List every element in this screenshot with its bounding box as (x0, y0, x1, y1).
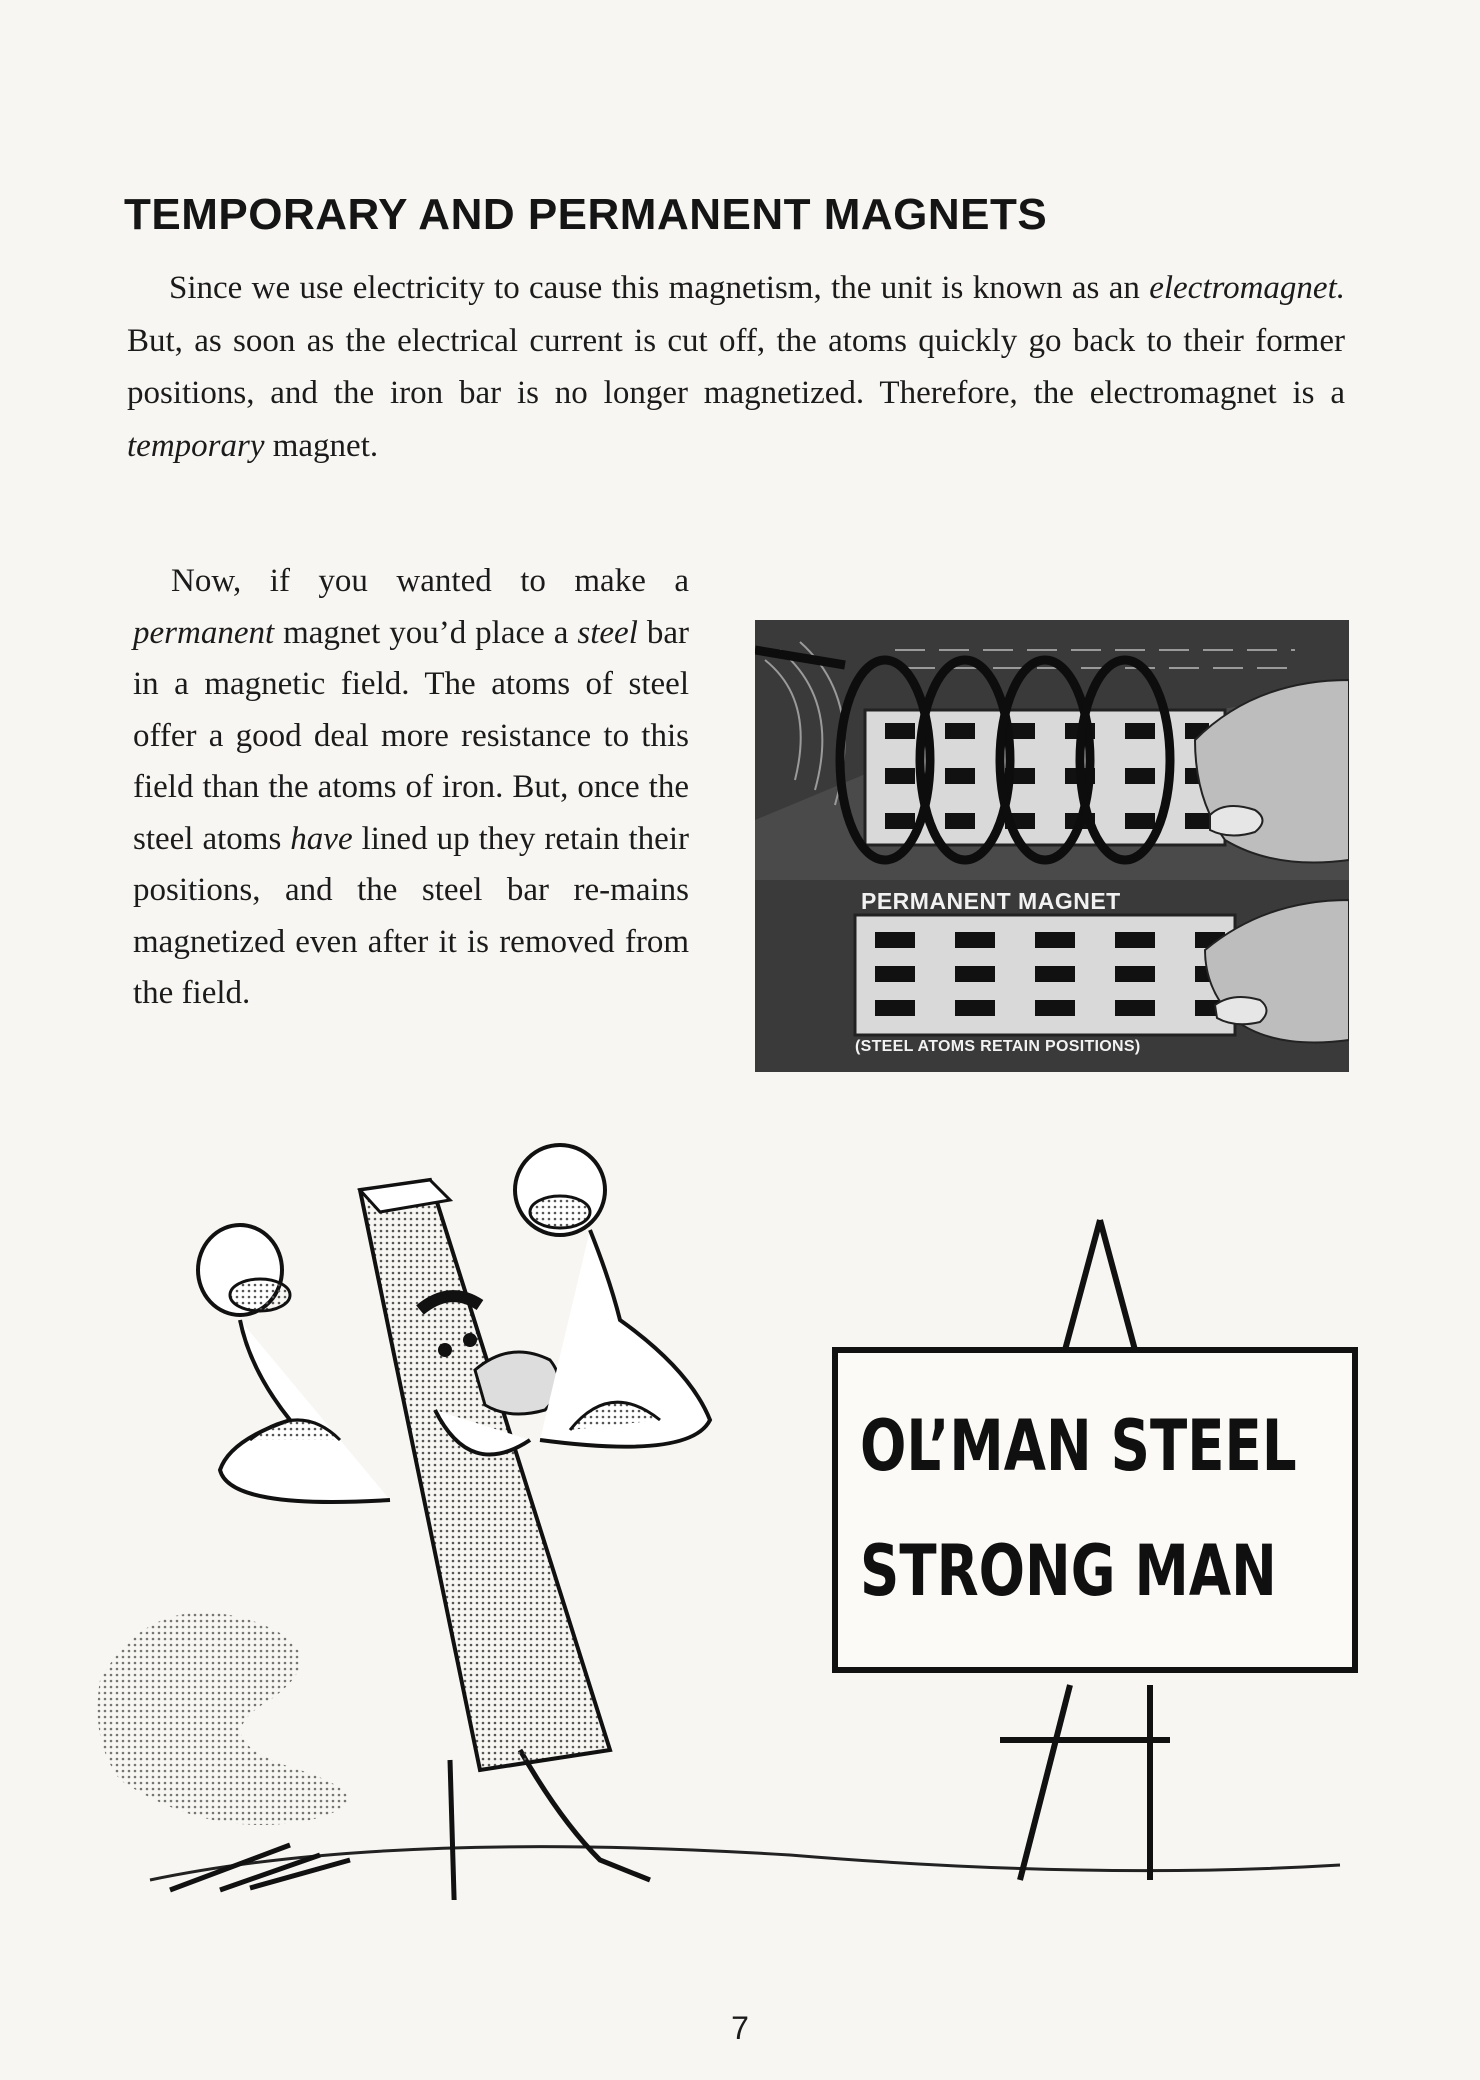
paragraph-text: bar in a magnetic field. The atoms of steel offer a good deal more resistance to this field than the atoms of iron. But, once the steel atoms (133, 614, 689, 857)
steel-bar-character (360, 1180, 610, 1770)
permanent-magnet-illustration (755, 620, 1349, 1072)
left-flexed-arm (198, 1225, 390, 1502)
magnet-diagram (755, 620, 1349, 1072)
page-number: 7 (731, 2010, 749, 2046)
paragraph-permanent-magnet (133, 556, 689, 1020)
paragraph-text: Now, if you wanted to make a (171, 563, 689, 599)
section-heading: TEMPORARY AND PERMANENT MAGNETS (124, 190, 1048, 239)
ground-line (150, 1847, 1340, 1880)
steel-bar-removed (855, 915, 1235, 1035)
sign-line-1: OL’MAN STEEL (860, 1405, 1297, 1487)
figure-caption: (STEEL ATOMS RETAIN POSITIONS) (855, 1038, 1141, 1055)
paragraph-text: magnet. (264, 427, 379, 464)
emphasis-steel: steel (577, 614, 638, 651)
grass-marks (170, 1845, 350, 1890)
sign-line-2: STRONG MAN (860, 1530, 1277, 1612)
figure-label: PERMANENT MAGNET (861, 888, 1121, 914)
paragraph-text: magnet you’d place a (274, 614, 578, 651)
paragraph-text: lined up they retain their positions, and the steel bar re-mains magnetized even after it is removed from the field. (133, 820, 689, 1011)
paragraph-text: Since we use electricity to cause this magnetism, the unit is known as an (169, 270, 1150, 306)
emphasis-electromagnet: electromagnet. (1149, 270, 1345, 306)
paragraph-electromagnet (127, 262, 1345, 472)
emphasis-permanent: permanent (133, 614, 275, 651)
strong-man-cartoon (90, 1120, 1390, 1900)
emphasis-have: have (290, 820, 353, 857)
character-legs (450, 1750, 650, 1900)
emphasis-temporary: temporary (127, 427, 265, 464)
motion-swirl (98, 1613, 348, 1826)
paragraph-text: But, as soon as the electrical current is cut off, the atoms quickly go back to their former positions, and the iron bar is no longer magnetized. Therefore, the electromagnet is a (127, 322, 1345, 411)
sign-board (835, 1350, 1355, 1670)
